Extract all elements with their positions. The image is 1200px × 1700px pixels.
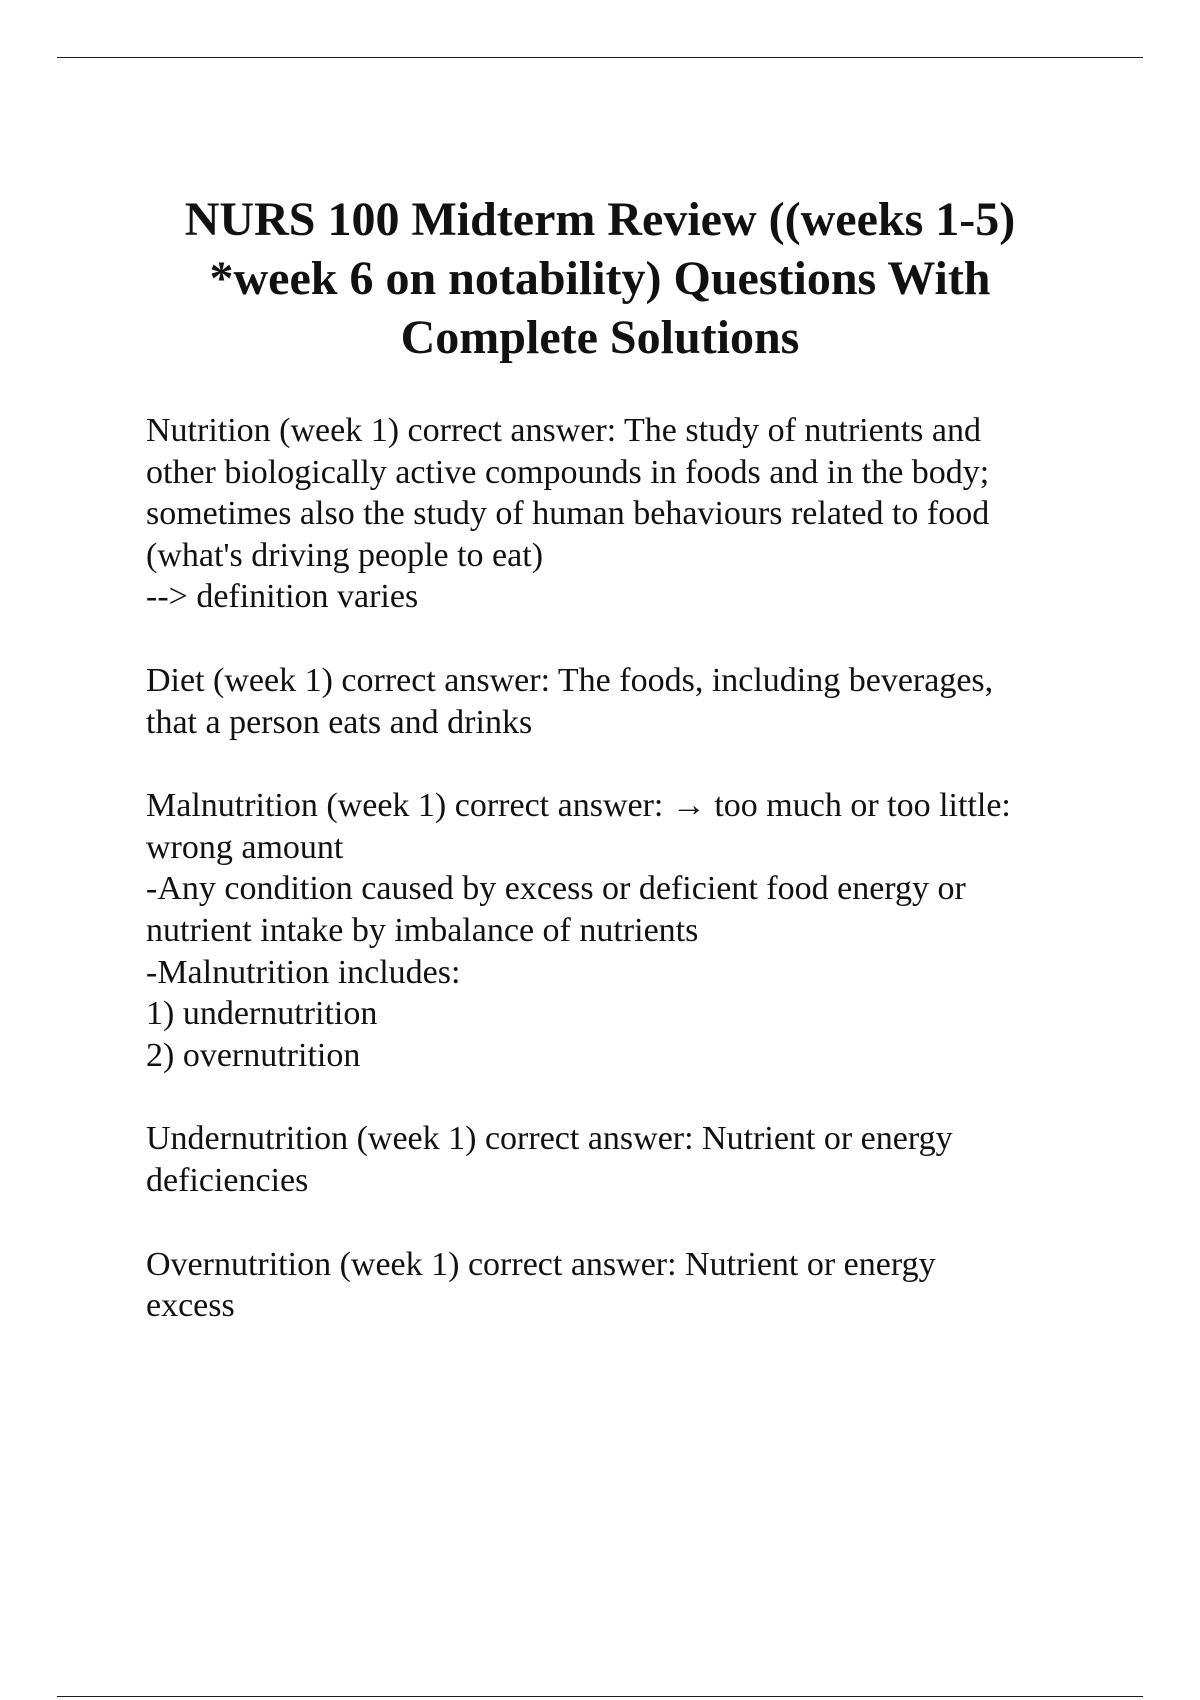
entry-line: Undernutrition (week 1) correct answer: Nutrient or energy: [146, 1120, 953, 1158]
entry-line: -Malnutrition includes:: [146, 953, 461, 991]
entry-line: Nutrition (week 1) correct answer: The study of nutrients and: [146, 412, 981, 449]
entry-line: deficiencies: [146, 1161, 309, 1199]
bottom-rule: [57, 1696, 1143, 1697]
entry-line: Malnutrition (week 1) correct answer: → too much or too little:: [146, 787, 1011, 825]
document-title: [120, 190, 1080, 367]
entry-nutrition: [146, 410, 1106, 618]
entry-line: --> definition varies: [146, 578, 419, 616]
entry-line: excess: [146, 1287, 235, 1325]
entry-line: sometimes also the study of human behaviours related to food: [146, 495, 990, 533]
entry-line: 1) undernutrition: [146, 995, 378, 1033]
entry-undernutrition: [146, 1118, 1106, 1201]
entry-line: Diet (week 1) correct answer: The foods, including beverages,: [146, 661, 994, 699]
title-line: NURS 100 Midterm Review ((weeks 1-5): [184, 193, 1016, 246]
entry-malnutrition: [146, 785, 1106, 1076]
entry-line: 2) overnutrition: [146, 1036, 361, 1074]
entry-diet: [146, 660, 1106, 743]
entry-line: that a person eats and drinks: [146, 703, 533, 741]
entry-line: wrong amount: [146, 828, 344, 866]
entry-line: Overnutrition (week 1) correct answer: Nutrient or energy: [146, 1245, 936, 1283]
document-body: [146, 410, 1106, 1369]
entry-line: nutrient intake by imbalance of nutrients: [146, 911, 699, 949]
entry-line: (what's driving people to eat): [146, 536, 544, 574]
title-line: *week 6 on notability) Questions With: [209, 252, 991, 305]
title-line: Complete Solutions: [400, 311, 800, 364]
entry-line: -Any condition caused by excess or deficient food energy or: [146, 870, 966, 908]
entry-overnutrition: [146, 1244, 1106, 1327]
top-rule: [57, 57, 1143, 58]
entry-line: other biologically active compounds in foods and in the body;: [146, 453, 990, 491]
